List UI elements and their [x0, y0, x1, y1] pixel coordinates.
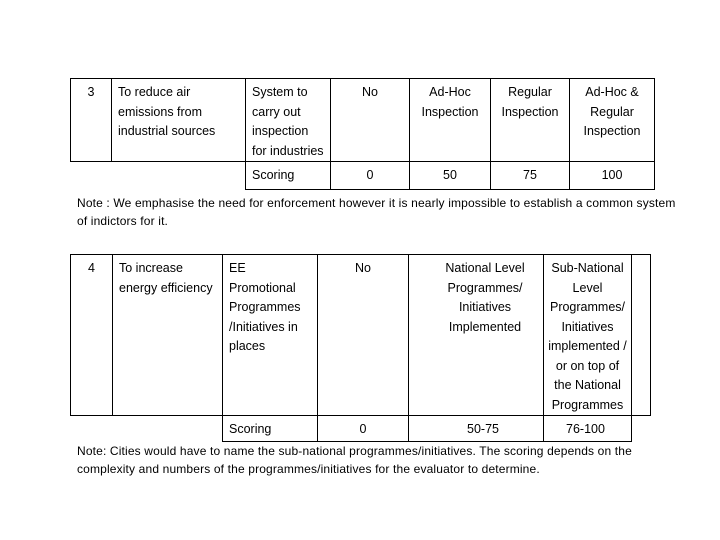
note-2: Note: Cities would have to name the sub-national programmes/initiatives. The scoring depends on the complexity and numbers of the programmes/initiatives for the evaluator to determine. [77, 444, 632, 476]
scoring-label: Scoring [246, 162, 331, 190]
score-cell: 0 [331, 162, 410, 190]
row-number: 4 [71, 255, 113, 416]
table-row [71, 255, 651, 416]
row-number: 3 [71, 79, 112, 162]
option-cell: No [331, 79, 410, 162]
criteria-table-1 [70, 78, 655, 190]
score-cell: 76-100 [544, 416, 632, 442]
scoring-row [71, 416, 651, 442]
score-cell: 0 [318, 416, 409, 442]
score-cell: 50 [410, 162, 491, 190]
option-cell: Ad-Hoc & Regular Inspection [570, 79, 655, 162]
note-1: Note : We emphasise the need for enforcement however it is nearly impossible to establish a common system of indictors for it. [77, 196, 676, 228]
option-cell: Sub-National Level Programmes/ Initiatives implemented / or on top of the National Programmes [544, 255, 632, 416]
scoring-row [71, 162, 655, 190]
option-cell: Regular Inspection [491, 79, 570, 162]
score-cell: 50-75 [409, 416, 544, 442]
indicator-cell: System to carry out inspection for industries [246, 79, 331, 162]
option-cell: No [318, 255, 409, 416]
option-cell: Ad-Hoc Inspection [410, 79, 491, 162]
table-row [71, 79, 655, 162]
indicator-cell: EE Promotional Programmes /Initiatives in places [223, 255, 318, 416]
scoring-label: Scoring [223, 416, 318, 442]
objective-cell: To reduce air emissions from industrial sources [112, 79, 246, 162]
option-cell [632, 255, 651, 416]
option-cell: National Level Programmes/ Initiatives Implemented [409, 255, 544, 416]
criteria-table-2 [70, 254, 651, 442]
score-cell: 75 [491, 162, 570, 190]
objective-cell: To increase energy efficiency [113, 255, 223, 416]
score-cell: 100 [570, 162, 655, 190]
